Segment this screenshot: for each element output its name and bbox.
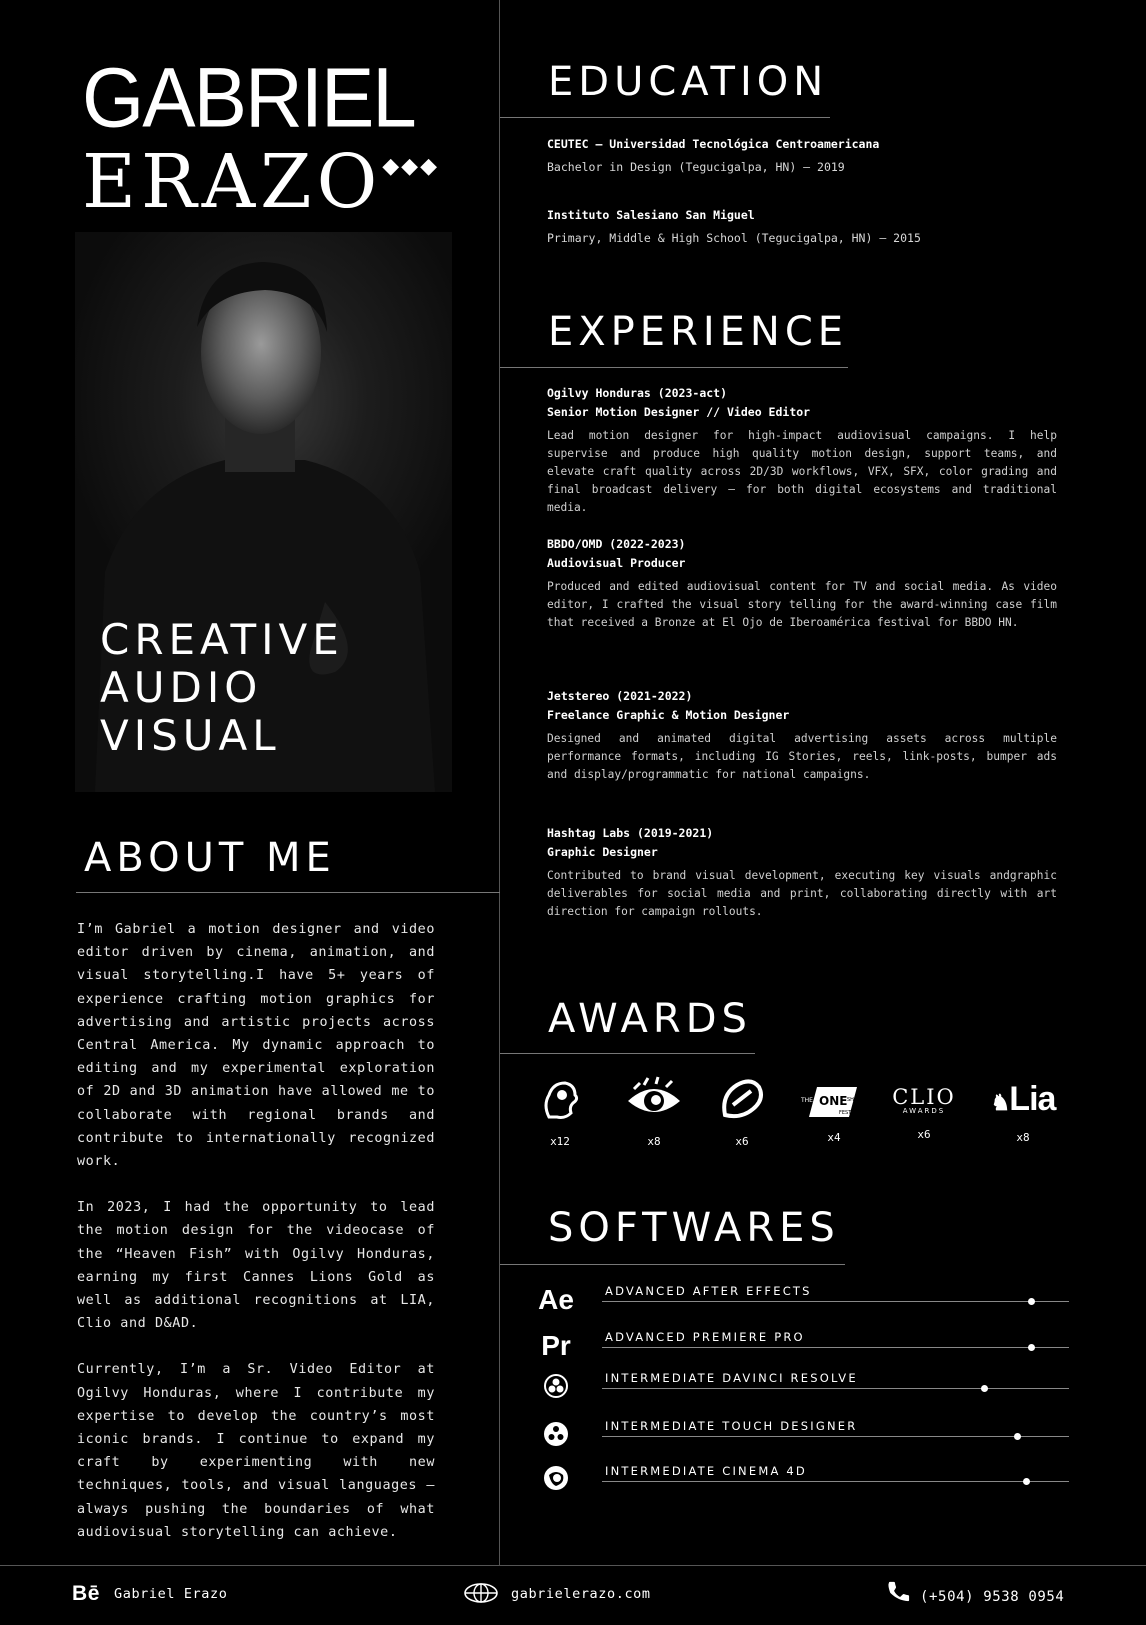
lia-icon: ♞Lia: [990, 1080, 1056, 1118]
experience-item: Ogilvy Honduras (2023-act) Senior Motion Designer // Video Editor Lead motion designer for high-impact audiovisual campaigns. I help supervise and produce high quality motion design, support teams, and elevate craft quality across 2D/3D workflows, VFX, SFX, color grading and final broadcast delivery — for both digital ecosystems and traditional media.: [547, 386, 1057, 514]
about-title: ABOUT ME: [84, 835, 336, 881]
award-clio: CLIO AWARDS x6: [884, 1087, 964, 1141]
education-divider: [500, 117, 830, 118]
one-show-icon: THE ONE SHOW FESTIVAL: [799, 1083, 869, 1121]
first-name: GABRIEL: [82, 50, 415, 145]
last-name: ERAZO◆◆◆: [82, 139, 440, 225]
software-row: [530, 1419, 1070, 1459]
premiere-pro-icon: Pr: [541, 1330, 571, 1361]
clio-icon: CLIO: [892, 1085, 956, 1109]
software-row: [530, 1464, 1070, 1504]
experience-item: Hashtag Labs (2019-2021) Graphic Designer Contributed to brand visual development, executing key visuals andgraphic deliverables for social media and print, collaborating directly with art direction for campaign rollouts.: [547, 826, 1057, 918]
experience-divider: [500, 367, 848, 368]
software-label: INTERMEDIATE TOUCH DESIGNER: [605, 1419, 858, 1433]
globe-icon: [464, 1583, 498, 1607]
softwares-title: SOFTWARES: [548, 1205, 840, 1251]
skill-track: [602, 1481, 1069, 1482]
software-row: [530, 1371, 1070, 1411]
after-effects-icon: Ae: [538, 1284, 574, 1315]
skill-track: [602, 1301, 1069, 1302]
education-item: Instituto Salesiano San Miguel Primary, Middle & High School (Tegucigalpa, HN) — 2015: [547, 208, 921, 245]
award-one-show: THE ONE SHOW FESTIVAL x4: [794, 1083, 874, 1144]
cinema-4d-icon: [530, 1465, 582, 1498]
touch-designer-icon: [530, 1421, 582, 1454]
skill-level-dot: [1028, 1298, 1035, 1305]
skill-track: [602, 1388, 1069, 1389]
phone-number[interactable]: (+504) 9538 0954: [920, 1589, 1065, 1605]
skill-level-dot: [1023, 1478, 1030, 1485]
software-label: ADVANCED AFTER EFFECTS: [605, 1284, 812, 1298]
awards-title: AWARDS: [548, 996, 752, 1042]
website-link[interactable]: gabrielerazo.com: [511, 1586, 651, 1602]
skill-level-dot: [981, 1385, 988, 1392]
software-row: [530, 1284, 1070, 1324]
about-body: I’m Gabriel a motion designer and video editor driven by cinema, animation, and visual storytelling.I have 5+ years of experience crafting motion graphics for advertising and artistic projects across Central America. My dynamic approach to editing and my experimental exploration of 2D and 3D animation have allowed me to collaborate with regional brands and contribute to internationally recognized work. In 2023, I had the opportunity to lead the motion design for the videocase of the “Heaven Fish” with Ogilvy Honduras, earning my first Cannes Lions Gold as well as additional recognitions at LIA, Clio and D&AD. Currently, I’m a Sr. Video Editor at Ogilvy Honduras, where I contribute my expertise to develop the country’s most iconic brands. I continue to expand my craft by experimenting with new techniques, tools, and visual languages — always pushing the boundaries of what audiovisual storytelling can achieve.: [77, 922, 435, 1540]
award-eye: x8: [614, 1075, 694, 1148]
softwares-divider: [500, 1264, 845, 1265]
experience-title: EXPERIENCE: [548, 309, 849, 355]
software-label: INTERMEDIATE DAVINCI RESOLVE: [605, 1371, 858, 1385]
eye-icon: [624, 1075, 684, 1125]
behance-link[interactable]: Gabriel Erazo: [114, 1586, 228, 1602]
tagline: CREATIVE AUDIO VISUAL: [100, 615, 344, 760]
center-divider: [499, 0, 500, 1565]
education-item: CEUTEC – Universidad Tecnológica Centroamericana Bachelor in Design (Tegucigalpa, HN) — 2019: [547, 137, 880, 174]
experience-item: Jetstereo (2021-2022) Freelance Graphic & Motion Designer Designed and animated digital advertising assets across multiple performance formats, including IG Stories, reels, link-posts, bumper ads and display/programmatic for national campaigns.: [547, 689, 1057, 781]
about-divider: [76, 892, 500, 893]
software-label: ADVANCED PREMIERE PRO: [605, 1330, 805, 1344]
skill-track: [602, 1347, 1069, 1348]
award-lia: ♞Lia x8: [983, 1081, 1063, 1144]
skill-level-dot: [1028, 1344, 1035, 1351]
awards-divider: [500, 1053, 755, 1054]
behance-icon: Bē: [72, 1582, 101, 1605]
footer: [0, 1565, 1146, 1625]
davinci-resolve-icon: [530, 1373, 582, 1406]
phone-icon: [888, 1581, 910, 1607]
skill-track: [602, 1436, 1069, 1437]
cannes-lion-icon: [535, 1075, 585, 1125]
education-title: EDUCATION: [548, 59, 829, 105]
award-dad: x6: [702, 1075, 782, 1148]
experience-item: BBDO/OMD (2022-2023) Audiovisual Producer Produced and edited audiovisual content for TV and social media. As video editor, I crafted the visual story telling for the award-winning case film that received a Bronze at El Ojo de Iberoamérica festival for BBDO HN.: [547, 537, 1057, 629]
skill-level-dot: [1014, 1433, 1021, 1440]
software-label: INTERMEDIATE CINEMA 4D: [605, 1464, 807, 1478]
software-row: [530, 1330, 1070, 1370]
dad-icon: [717, 1075, 767, 1125]
award-cannes: x12: [520, 1075, 600, 1148]
